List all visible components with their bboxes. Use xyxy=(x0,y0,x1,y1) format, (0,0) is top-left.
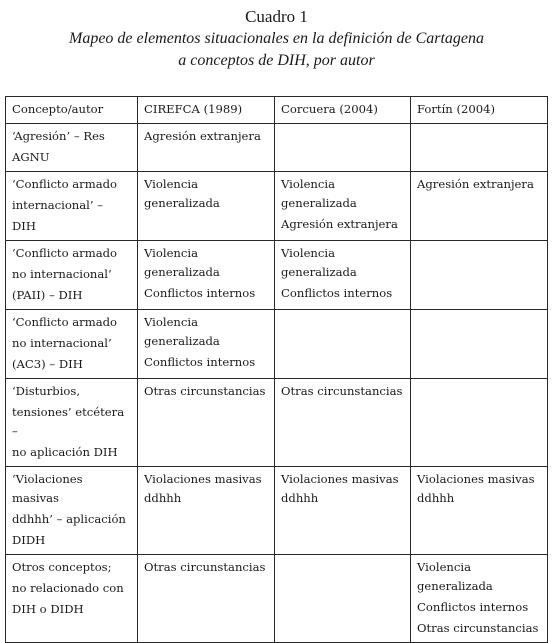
table-row xyxy=(6,310,548,379)
table-row xyxy=(6,555,548,643)
mapping-table xyxy=(5,96,548,643)
cell-text: Violencia generalizada xyxy=(281,177,357,210)
caption-title-line2: a conceptos de DIH, por autor xyxy=(178,52,375,69)
cell-text: Violencia generalizada xyxy=(144,177,220,210)
cell-text: Agresión extranjera xyxy=(417,177,534,191)
cell-text: no aplicación DIH xyxy=(12,445,118,459)
cell-text: Violencia generalizada xyxy=(144,246,220,279)
table-cell-concept xyxy=(6,172,138,241)
cell-text: ddhhh’ – aplicación xyxy=(12,512,126,526)
table-cell-cirefca xyxy=(138,124,275,172)
table-row xyxy=(6,124,548,172)
cell-text: DIH o DIDH xyxy=(12,602,84,616)
table-cell-fortin xyxy=(411,555,548,643)
cell-text: Violaciones masivas ddhhh xyxy=(281,472,399,505)
table-row xyxy=(6,241,548,310)
table-cell-concept xyxy=(6,124,138,172)
cell-text: Otras circunstancias xyxy=(144,560,266,574)
header-concept: Concepto/autor xyxy=(6,97,138,124)
table-row xyxy=(6,467,548,555)
cell-text: Conflictos internos xyxy=(144,286,256,300)
cell-text: Violencia generalizada xyxy=(281,246,357,279)
table-cell-fortin xyxy=(411,467,548,555)
cell-text: Violencia generalizada xyxy=(417,560,493,593)
cell-text: AGNU xyxy=(12,150,50,164)
cell-text: DIDH xyxy=(12,533,46,547)
cell-text: ‘Violaciones masivas xyxy=(12,472,83,505)
table-cell-corcuera xyxy=(275,310,411,379)
table-cell-concept xyxy=(6,379,138,467)
table-cell-cirefca xyxy=(138,241,275,310)
cell-text: no relacionado con xyxy=(12,581,124,595)
table-cell-concept xyxy=(6,467,138,555)
table-cell-concept xyxy=(6,310,138,379)
table-cell-cirefca xyxy=(138,310,275,379)
cell-text: ‘Conflicto armado xyxy=(12,177,118,191)
table-cell-fortin xyxy=(411,379,548,467)
cell-text: no internacional’ xyxy=(12,336,112,350)
table-cell-corcuera xyxy=(275,467,411,555)
table-cell-concept xyxy=(6,241,138,310)
header-cirefca: CIREFCA (1989) xyxy=(138,97,275,124)
cell-text: ‘Conflicto armado xyxy=(12,315,118,329)
table-body xyxy=(6,124,548,643)
cell-text: Violaciones masivas ddhhh xyxy=(417,472,535,505)
cell-text: Violaciones masivas ddhhh xyxy=(144,472,262,505)
table-row xyxy=(6,379,548,467)
cell-text: Conflictos internos xyxy=(144,355,256,369)
table-cell-cirefca xyxy=(138,467,275,555)
caption-label: Cuadro 1 xyxy=(245,7,308,26)
cell-text: internacional’ – xyxy=(12,198,104,212)
table-cell-corcuera xyxy=(275,172,411,241)
cell-text: (AC3) – DIH xyxy=(12,357,83,371)
table-cell-corcuera xyxy=(275,124,411,172)
cell-text: Otras circunstancias xyxy=(281,384,403,398)
cell-text: Otras circunstancias xyxy=(144,384,266,398)
cell-text: (PAII) – DIH xyxy=(12,288,83,302)
cell-text: ‘Conflicto armado xyxy=(12,246,118,260)
cell-text: Conflictos internos xyxy=(417,600,529,614)
table-cell-fortin xyxy=(411,172,548,241)
cell-text: Agresión extranjera xyxy=(144,129,261,143)
table-cell-concept xyxy=(6,555,138,643)
cell-text: Conflictos internos xyxy=(281,286,393,300)
cell-text: tensiones’ etcétera – xyxy=(12,405,125,438)
table-cell-corcuera xyxy=(275,379,411,467)
cell-text: Violencia generalizada xyxy=(144,315,220,348)
table-cell-cirefca xyxy=(138,555,275,643)
caption-title-line1: Mapeo de elementos situacionales en la definición de Cartagena xyxy=(68,30,485,47)
header-fortin: Fortín (2004) xyxy=(411,97,548,124)
cell-text: no internacional’ xyxy=(12,267,112,281)
table-cell-fortin xyxy=(411,124,548,172)
cell-text: Otras circunstancias xyxy=(417,621,539,635)
table-cell-cirefca xyxy=(138,379,275,467)
table-cell-cirefca xyxy=(138,172,275,241)
cell-text: Agresión extranjera xyxy=(281,217,398,231)
table-row xyxy=(6,172,548,241)
cell-text: Otros conceptos; xyxy=(12,560,112,574)
cell-text: ‘Disturbios, xyxy=(12,384,81,398)
table-cell-corcuera xyxy=(275,555,411,643)
cell-text: DIH xyxy=(12,219,36,233)
header-corcuera: Corcuera (2004) xyxy=(275,97,411,124)
table-cell-corcuera xyxy=(275,241,411,310)
cell-text: ‘Agresión’ – Res xyxy=(12,129,105,143)
table-caption xyxy=(0,0,553,72)
table-header-row xyxy=(6,97,548,124)
table-cell-fortin xyxy=(411,310,548,379)
table-cell-fortin xyxy=(411,241,548,310)
